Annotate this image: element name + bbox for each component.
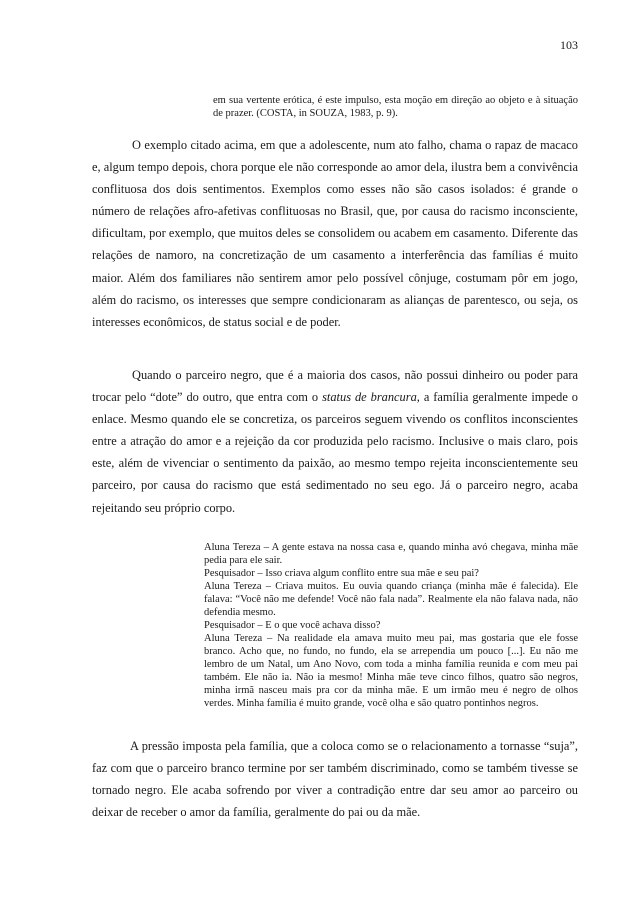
interview-line: Aluna Tereza – Na realidade ela amava muito meu pai, mas gostaria que ele fosse branco. Acho que, no fundo, no fundo, ela se arrependia um pouco [...]. Eu não me lembro de um Natal, um Ano Novo, com toda a minha família reunida e com meu pai também. Ele não ia. Não ia mesmo! Minha mãe teve cinco filhos, quatro são negros, minha irmã nasceu mais pra cor da minha mãe. E um irmão meu é negro de olhos verdes. Minha família é muito grande, você olha e são quatro pontinhos negros. — [204, 633, 578, 709]
italic-term-status-de-brancura: status de brancura — [322, 390, 417, 405]
paragraph-text-before-italic: Quando o parceiro negro, que é a maioria dos casos, não possui dinheiro ou poder para trocar pelo “dote” do outro, que entra com o — [92, 368, 578, 405]
block-quote-costa: em sua vertente erótica, é este impulso, esta moção em direção ao objeto e à situação de prazer. (COSTA, in SOUZA, 1983, p. 9). — [213, 95, 578, 119]
paragraph-dowry-whiteness — [92, 364, 578, 519]
page-number: 103 — [560, 38, 578, 52]
paragraph-afro-affective-relations: O exemplo citado acima, em que a adolescente, num ato falho, chama o rapaz de macaco e, algum tempo depois, chora porque ele não corresponde ao amor dela, ilustra bem a convivência conflituosa dos dois sentimentos. Exemplos como esses não são casos isolados: é grande o número de relações afro-afetivas conflituosas no Brasil, que, por causa do racismo inconsciente, dificultam, por exemplo, que muitos deles se consolidem ou acabem em casamento. Diferente das relações de namoro, na concretização de um casamento a interferência das famílias é muito maior. Além dos familiares não sentirem amor pelo possível cônjuge, costumam pôr em jogo, além do racismo, os interesses que sempre condicionaram as alianças de parentesco, ou seja, os interesses econômicos, de status social e de poder. — [92, 138, 578, 329]
paragraph-text-after-italic: , a família geralmente impede o enlace. Mesmo quando ele se concretiza, os parceiros seguem vivendo os conflitos inconscientes entre a atração do amor e a rejeição da cor produzida pelo racismo. Inclusive o mais claro, pois este, além de vivenciar o sentimento da paixão, ao mesmo tempo rejeita inconscientemente seu parceiro, por causa do racismo que está sedimentado no seu ego. Já o parceiro negro, acaba rejeitando seu próprio corpo. — [92, 390, 578, 515]
paragraph-family-pressure: A pressão imposta pela família, que a coloca como se o relacionamento a tornasse “suja”, faz com que o parceiro branco termine por ser também discriminado, como se também tivesse se tornado negro. Ele acaba sofrendo por viver a contradição entre dar seu amor ao parceiro ou deixar de receber o amor da família, geralmente do pai ou da mãe. — [92, 739, 578, 820]
interview-line: Pesquisador – Isso criava algum conflito entre sua mãe e seu pai? — [204, 568, 479, 579]
interview-excerpt — [204, 541, 578, 710]
interview-line: Pesquisador – E o que você achava disso? — [204, 620, 381, 631]
interview-line: Aluna Tereza – A gente estava na nossa casa e, quando minha avó chegava, minha mãe pedia para ele sair. — [204, 542, 578, 566]
interview-line: Aluna Tereza – Criava muitos. Eu ouvia quando criança (minha mãe é falecida). Ele falava: “Você não me defende! Você não fala nada”. Realmente ela não falava nada, não defendia mesmo. — [204, 581, 578, 618]
